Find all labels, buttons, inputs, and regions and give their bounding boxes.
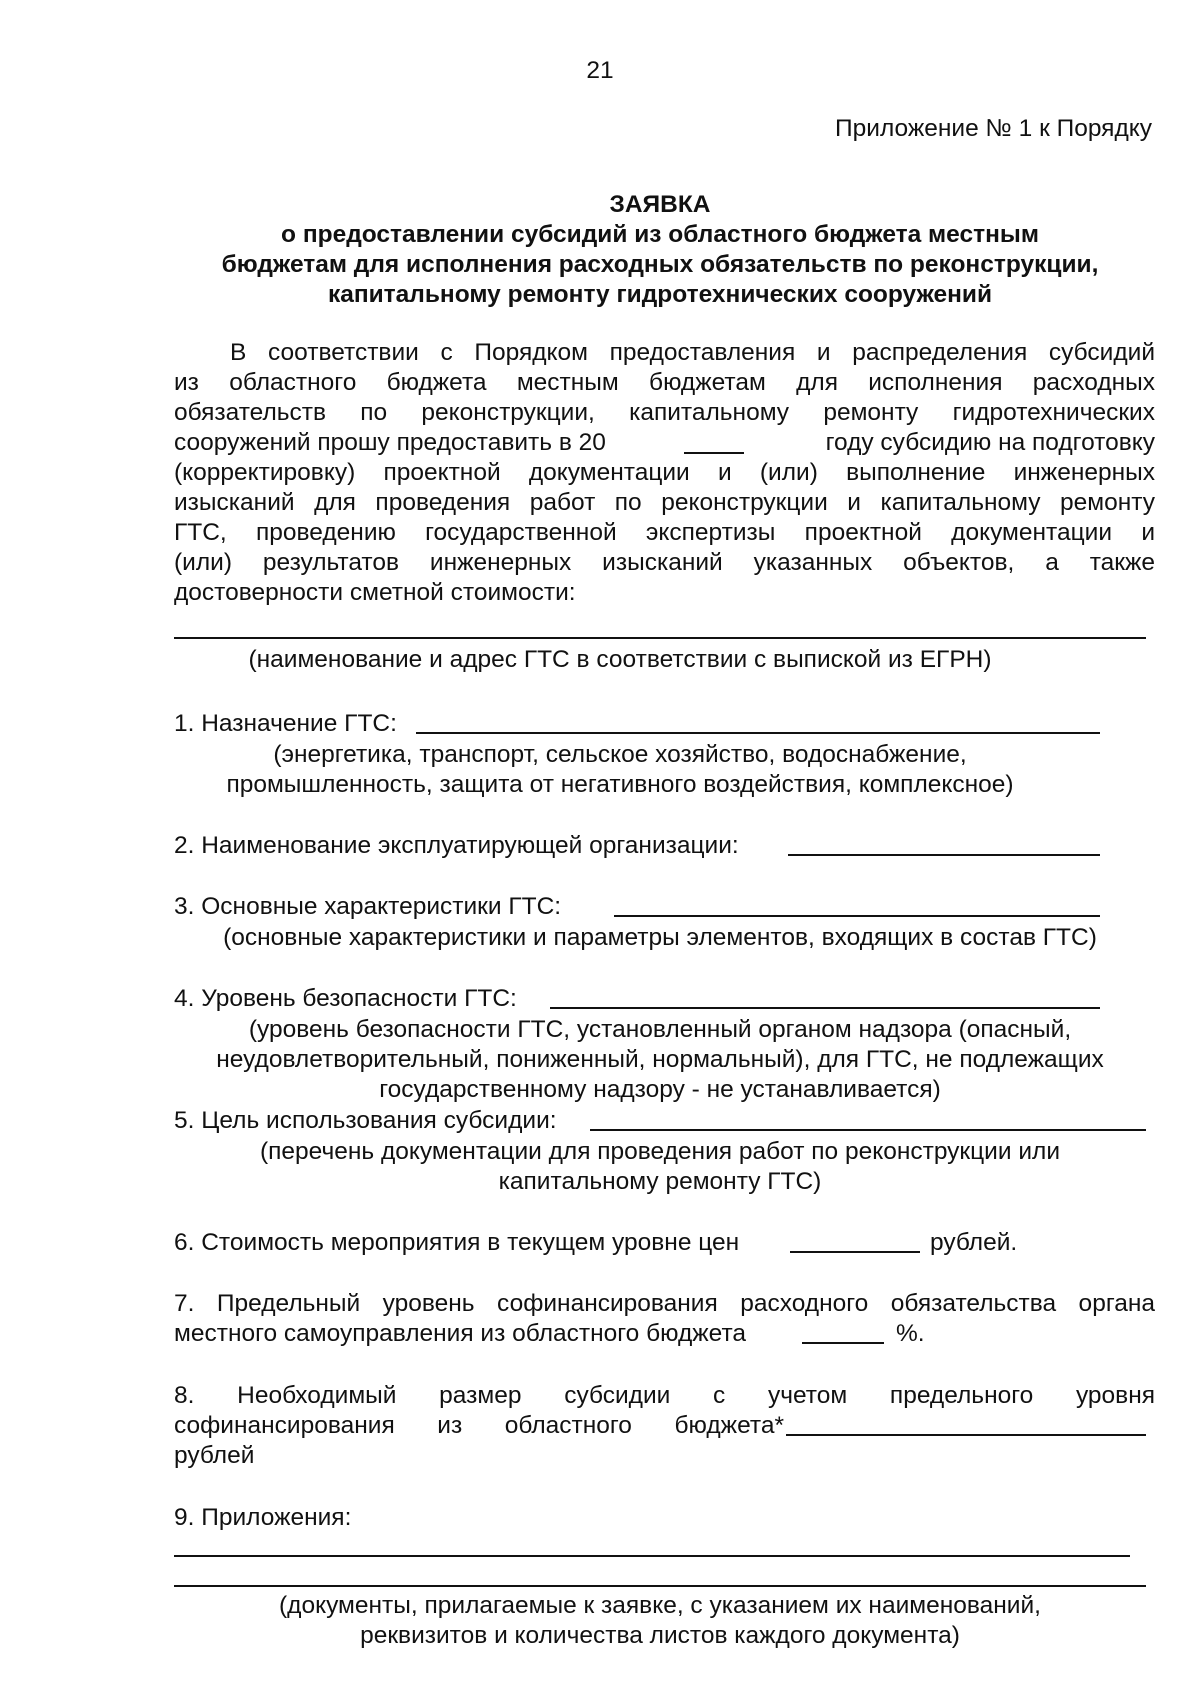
item-4-label: 4. Уровень безопасности ГТС: <box>174 985 517 1012</box>
item-1-hint-2: промышленность, защита от негативного воздействия, комплексное) <box>226 771 1014 798</box>
item-3-label: 3. Основные характеристики ГТС: <box>174 893 562 920</box>
intro-line-6: изысканий для проведения работ по реконструкции и капитальному ремонту <box>174 489 1155 516</box>
item-1-label: 1. Назначение ГТС: <box>174 710 397 737</box>
gts-name-hint: (наименование и адрес ГТС в соответствии с выпиской из ЕГРН) <box>248 646 992 673</box>
gts-name-field[interactable] <box>174 637 1146 639</box>
item-5-hint-1: (перечень документации для проведения работ по реконструкции или <box>259 1138 1061 1165</box>
item-7-unit: %. <box>896 1320 925 1347</box>
item-5-hint-2: капитальному ремонту ГТС) <box>498 1168 822 1195</box>
item-7-line-2: местного самоуправления из областного бюджета <box>174 1320 747 1347</box>
item-8-field[interactable] <box>786 1434 1146 1436</box>
intro-line-9: достоверности сметной стоимости: <box>174 579 576 606</box>
item-2-label: 2. Наименование эксплуатирующей организации: <box>174 832 739 859</box>
item-3-hint: (основные характеристики и параметры элементов, входящих в состав ГТС) <box>223 924 1097 951</box>
item-5-label: 5. Цель использования субсидии: <box>174 1107 557 1134</box>
item-9-label: 9. Приложения: <box>174 1504 352 1531</box>
item-3-field[interactable] <box>614 915 1100 917</box>
item-9-hint-1: (документы, прилагаемые к заявке, с указанием их наименований, <box>279 1592 1041 1619</box>
page-number: 21 <box>586 57 614 84</box>
item-6-field[interactable] <box>790 1251 920 1253</box>
item-1-hint-1: (энергетика, транспорт, сельское хозяйство, водоснабжение, <box>273 741 967 768</box>
item-8-line-2: софинансирования из областного бюджета* <box>174 1412 784 1439</box>
intro-line-3: обязательств по реконструкции, капитальному ремонту гидротехнических <box>174 399 1155 426</box>
item-7-field[interactable] <box>802 1342 884 1344</box>
title-line-3: капитальному ремонту гидротехнических сооружений <box>327 281 993 308</box>
intro-line-4a: сооружений прошу предоставить в 20 <box>174 429 606 456</box>
item-4-field[interactable] <box>550 1007 1100 1009</box>
item-9-field-1[interactable] <box>174 1555 1130 1557</box>
item-6-unit: рублей. <box>930 1229 1018 1256</box>
item-9-field-2[interactable] <box>174 1585 1146 1587</box>
title-line-2: бюджетам для исполнения расходных обязательств по реконструкции, <box>221 251 1099 278</box>
intro-line-2: из областного бюджета местным бюджетам для исполнения расходных <box>174 369 1155 396</box>
item-5-field[interactable] <box>590 1129 1146 1131</box>
title-line-1: о предоставлении субсидий из областного бюджета местным <box>281 221 1039 248</box>
intro-line-7: ГТС, проведению государственной экспертизы проектной документации и <box>174 519 1155 546</box>
item-8-line-1: 8. Необходимый размер субсидии с учетом предельного уровня <box>174 1382 1155 1409</box>
appendix-note: Приложение № 1 к Порядку <box>835 115 1152 142</box>
item-7-line-1: 7. Предельный уровень софинансирования расходного обязательства органа <box>174 1290 1155 1317</box>
item-8-line-3: рублей <box>174 1442 255 1469</box>
intro-line-1: В соответствии с Порядком предоставления и распределения субсидий <box>230 339 1155 366</box>
item-1-field[interactable] <box>416 732 1100 734</box>
item-2-field[interactable] <box>788 854 1100 856</box>
item-9-hint-2: реквизитов и количества листов каждого документа) <box>360 1622 960 1649</box>
document-title: ЗАЯВКА <box>609 191 711 218</box>
item-4-hint-2: неудовлетворительный, пониженный, нормальный), для ГТС, не подлежащих <box>216 1046 1104 1073</box>
year-field[interactable] <box>684 430 744 454</box>
item-4-hint-3: государственному надзору - не устанавливается) <box>379 1076 941 1103</box>
item-6-label: 6. Стоимость мероприятия в текущем уровне цен <box>174 1229 740 1256</box>
intro-line-5: (корректировку) проектной документации и (или) выполнение инженерных <box>174 459 1155 486</box>
intro-line-8: (или) результатов инженерных изысканий указанных объектов, а также <box>174 549 1155 576</box>
item-4-hint-1: (уровень безопасности ГТС, установленный органом надзора (опасный, <box>248 1016 1072 1043</box>
intro-line-4b: году субсидию на подготовку <box>825 429 1155 456</box>
